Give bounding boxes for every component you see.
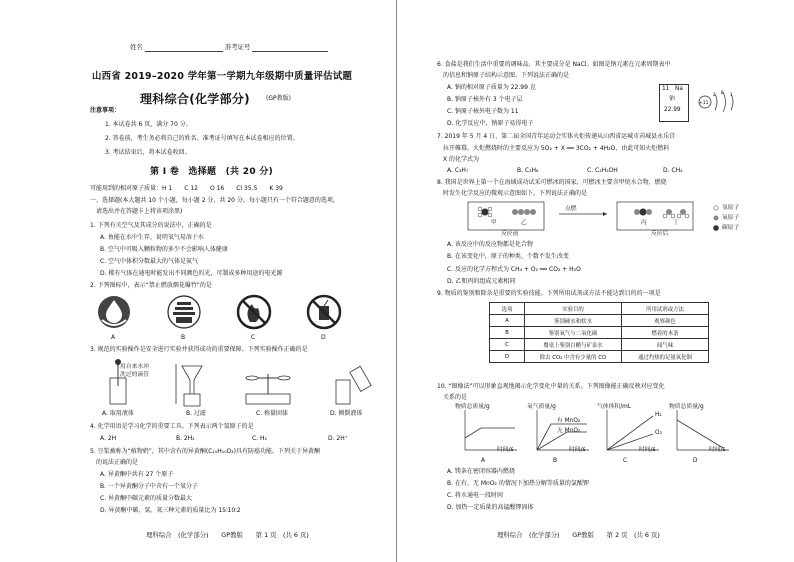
svg-text:2: 2 bbox=[713, 92, 716, 97]
q5-stem: 5. 豆浆被称为“植物奶”，其中含有的异黄酮(C₁₅H₁₀O₂)具有防癌功能。下列关于异黄酮 bbox=[90, 448, 320, 455]
subject-title: 理科综合(化学部分) bbox=[140, 92, 250, 106]
q5-stem-2: 的说法正确的是 bbox=[96, 459, 139, 466]
q8-legend-h: 氢原子 bbox=[722, 205, 740, 211]
q2-label-b: B bbox=[181, 334, 186, 341]
q7-option-c: C. C₂H₅OH bbox=[587, 167, 618, 174]
q10-c-note1: H₂ bbox=[655, 412, 662, 418]
svg-text:8: 8 bbox=[721, 90, 724, 95]
atomic-masses: 可能用到的相对原子质量：H 1 C 12 O 16 Cl 35.5 K 39 bbox=[90, 185, 283, 192]
q10-stem: 10. “图像法”可以形象直观地揭示化学变化中量的关系。下列图像能正确反映对应变化 bbox=[437, 383, 665, 390]
q6-stem: 6. 食盐是我们生活中重要的调味品，其主要成分是 NaCl。如图是钠元素在元素周期表中 bbox=[437, 61, 671, 68]
table-header-cell: 所用试剂或方法 bbox=[622, 303, 709, 315]
q5-option-b: B. 一个异黄酮分子中含有一个氧分子 bbox=[100, 483, 198, 490]
q9-stem: 9. 物质的鉴别和除杂是重要的实验技能。下列所用试剂或方法不能达到目的的一项是 bbox=[437, 290, 661, 297]
q6-option-b: B. 钠原子核外有 3 个电子层 bbox=[447, 96, 523, 103]
q10-option-b: B. 在有、无 MnO₂ 的情况下加热分解等质量的氯酸钾 bbox=[447, 480, 589, 487]
table-cell: B bbox=[490, 327, 525, 339]
na-name: 钠 bbox=[669, 96, 675, 102]
q9-table bbox=[489, 302, 709, 363]
balance-scale-icon bbox=[246, 374, 290, 404]
q7-option-b: B. C₃H₈ bbox=[517, 167, 539, 174]
q10-c-xlabel: 时间/s bbox=[639, 447, 656, 453]
filter-funnel-icon bbox=[176, 364, 202, 406]
na-atomic-number: 11 bbox=[662, 86, 670, 92]
q4-option-d: D. 2H⁺ bbox=[328, 435, 348, 442]
q10-option-c: C. 将水通电一段时间 bbox=[447, 492, 504, 499]
graph-c bbox=[607, 410, 659, 450]
table-header-cell: 选项 bbox=[490, 303, 525, 315]
q5-option-c: C. 异黄酮中碳元素的质量分数最大 bbox=[100, 495, 193, 502]
q7-stem: 7. 2019 年 5 月 4 日，第二届全国青年运动会实体火炬传递从山西省运城市芮城县永乐宫 bbox=[437, 133, 676, 140]
pagoda-sign-icon bbox=[168, 296, 200, 328]
q10-a-ylabel: 物质总质量/g bbox=[455, 404, 490, 410]
q3-stem: 3. 规范的实验操作是安全进行实验并获得成功的重要保障。下列实验操作正确的是 bbox=[90, 346, 308, 353]
table-cell: 鉴别硬水和软水 bbox=[525, 315, 622, 327]
table-cell: 鉴别氧气与二氧化碳 bbox=[525, 327, 622, 339]
exam-title: 山西省 2019–2020 学年第一学期九年级期中质量评估试题 bbox=[92, 71, 353, 82]
graph-a bbox=[465, 410, 517, 450]
table-cell: 餐桌上鉴别白醋与矿泉水 bbox=[525, 339, 622, 351]
q8-ignite: 点燃 bbox=[565, 206, 577, 212]
q8-legend-icons bbox=[711, 204, 721, 236]
oxygen-atom-icon bbox=[714, 216, 719, 221]
q2-stem: 2. 下列图标中，表示“禁止燃放烟花爆竹”的是 bbox=[90, 282, 212, 289]
q8-stem-2: 时发生化学反应的微观示意图如下。下列说法正确的是 bbox=[443, 190, 588, 197]
q8-option-c: C. 反应的化学方程式为 CH₄ + O₂ ══ CO₂ + H₂O bbox=[447, 266, 581, 273]
q5-option-d: D. 异黄酮中碳、氢、氧三种元素的质量比为 15∶10∶2 bbox=[100, 507, 241, 514]
table-row bbox=[490, 327, 709, 339]
na-mass: 22.99 bbox=[664, 107, 681, 113]
name-blank bbox=[145, 46, 223, 52]
q10-b-tag: B bbox=[553, 458, 557, 464]
name-label: 姓名 bbox=[130, 43, 143, 51]
table-cell: 闻气味 bbox=[622, 339, 709, 351]
ticket-label: 准考证号 bbox=[224, 43, 251, 51]
q6-option-a: A. 钠的相对原子质量为 22.99 克 bbox=[447, 84, 536, 91]
na-atom-structure-icon bbox=[693, 84, 753, 120]
q10-b-note1: 有 MnO₂ bbox=[557, 418, 581, 424]
table-cell: 观察颜色 bbox=[622, 315, 709, 327]
q10-a-xlabel: 时间/s bbox=[497, 447, 514, 453]
svg-text:1: 1 bbox=[730, 92, 733, 97]
q10-stem-2: 关系的是 bbox=[443, 394, 468, 401]
q6-option-d: D. 化学反应中，钠原子易得电子 bbox=[447, 120, 534, 127]
q8-mol-b: 乙 bbox=[521, 220, 527, 226]
part1-title: 第 Ⅰ 卷 选择题 (共 20 分) bbox=[150, 167, 274, 177]
page-2 bbox=[397, 0, 794, 562]
q10-d-tag: D bbox=[693, 458, 698, 464]
q8-mol-d: 丁 bbox=[673, 220, 679, 226]
q5-option-a: A. 异黄酮中共有 27 个原子 bbox=[100, 471, 174, 478]
q3-option-a: A. 取用液体 bbox=[102, 410, 134, 417]
q10-d-xlabel: 时间/s bbox=[709, 447, 726, 453]
q2-label-d: D bbox=[321, 334, 326, 341]
q2-label-a: A bbox=[111, 334, 116, 341]
q4-option-a: A. 2H bbox=[100, 435, 117, 442]
q10-c-note2: O₂ bbox=[655, 430, 662, 436]
ticket-blank bbox=[252, 46, 328, 52]
q3-option-b: B. 过滤 bbox=[186, 410, 206, 417]
q6-stem-2: 的信息和钠原子结构示意图。下列说法正确的是 bbox=[443, 72, 570, 79]
table-row bbox=[490, 351, 709, 363]
q10-a-tag: A bbox=[481, 458, 485, 464]
table-cell: 通过灼热的足量氧化铜 bbox=[622, 351, 709, 363]
q4-stem: 4. 化学用语是学习化学的重要工具。下列表示两个氢原子的是 bbox=[90, 423, 254, 430]
edition-label: (GP教版) bbox=[266, 95, 291, 102]
q8-option-a: A. 该反应中的反应物都是化合物 bbox=[447, 241, 533, 248]
q1-option-b: B. 空气中可吸入颗粒物的多少不会影响人体健康 bbox=[100, 246, 228, 253]
page-2-footer: 理科综合 (化学部分) GP教版 第 2 页 (共 6 页) bbox=[497, 531, 660, 539]
note-3: 3. 考试结束后，将本试卷收回。 bbox=[105, 149, 191, 156]
no-fire-sign-icon bbox=[238, 296, 270, 328]
note-1: 1. 本试卷共 6 页，满分 70 分。 bbox=[105, 121, 192, 128]
q3-option-c: C. 称量固体 bbox=[256, 410, 289, 417]
q10-b-ylabel: 氧气质量/g bbox=[527, 404, 556, 410]
q10-b-xlabel: 时间/s bbox=[569, 447, 586, 453]
q8-before-label: 反应前 bbox=[501, 231, 519, 237]
q10-d-ylabel: 物质总质量/g bbox=[669, 404, 704, 410]
table-row bbox=[490, 339, 709, 351]
q8-mol-c: 丙 bbox=[641, 220, 647, 226]
table-header-cell: 实验目的 bbox=[525, 303, 622, 315]
co2-molecule-icon bbox=[634, 209, 652, 216]
table-row bbox=[490, 315, 709, 327]
notes-title: 注意事项： bbox=[90, 107, 121, 114]
q3-option-d: D. 倾倒液体 bbox=[330, 410, 363, 417]
name-field bbox=[130, 44, 328, 52]
na-symbol: Na bbox=[675, 86, 683, 92]
element-card-na bbox=[659, 84, 689, 122]
q1-option-a: A. 鱼能在水中生存，说明氧气易溶于水 bbox=[100, 234, 204, 241]
q8-legend-o: 氧原子 bbox=[722, 215, 740, 221]
q10-b-note2: 无 MnO₂ bbox=[557, 428, 581, 434]
q10-c-tag: C bbox=[623, 458, 628, 464]
water-drop-sign-icon bbox=[98, 296, 130, 328]
q8-option-d: D. 乙和丙的组成元素相同 bbox=[447, 278, 516, 285]
q3-note-1: 用自来水冲 bbox=[120, 364, 149, 370]
q8-option-b: B. 在该变化中，原子的种类、个数不发生改变 bbox=[447, 253, 569, 260]
q10-option-d: D. 加热一定质量的高锰酸钾固体 bbox=[447, 504, 534, 511]
q8-legend-c: 碳原子 bbox=[722, 225, 740, 231]
q7-option-d: D. CH₄ bbox=[663, 167, 683, 174]
graph-d bbox=[677, 410, 729, 450]
svg-text:+11: +11 bbox=[699, 101, 709, 106]
table-cell: 燃着的木条 bbox=[622, 327, 709, 339]
pouring-liquid-icon bbox=[336, 366, 371, 404]
q1-stem: 1. 下列有关空气及其成分的说法中，正确的是 bbox=[90, 222, 212, 229]
section1-instructions: 一、选择题(本大题共 10 个小题，每小题 2 分，共 20 分。每小题只有一个符合题意的选项， bbox=[90, 197, 339, 204]
carbon-atom-icon bbox=[713, 225, 719, 231]
q3-note-2: 洗过的滴管 bbox=[120, 372, 149, 378]
table-cell: A bbox=[490, 315, 525, 327]
page-1-footer: 理科综合 (化学部分) GP教版 第 1 页 (共 6 页) bbox=[146, 531, 309, 539]
q7-stem-3: X 的化学式为 bbox=[443, 156, 480, 163]
q2-label-c: C bbox=[251, 334, 256, 341]
note-2: 2. 答卷前，考生务必将自己的姓名、准考证号填写在本试卷相应的位置。 bbox=[105, 135, 299, 142]
q10-option-a: A. 镁条在密闭容器内燃烧 bbox=[447, 468, 515, 475]
q4-option-b: B. 2H₂ bbox=[176, 435, 195, 442]
q1-option-d: D. 稀有气体在通电时能发出不同颜色的光，可制成多种用途的电光源 bbox=[100, 270, 283, 277]
q8-mol-a: 甲 bbox=[491, 220, 497, 226]
table-cell: C bbox=[490, 339, 525, 351]
q7-stem-2: 拉开帷幕。火炬燃烧时的主要反应为 5O₂ + X ══ 3CO₂ + 4H₂O，由此可知火炬燃料 bbox=[443, 145, 670, 152]
no-fireworks-sign-icon bbox=[308, 296, 340, 328]
q7-option-a: A. C₃H₇ bbox=[447, 167, 469, 174]
table-header-row bbox=[490, 303, 709, 315]
q8-stem: 8. 我国是世界上第一个在海域成功试采可燃冰的国家，可燃冰主要含甲烷水合物，燃烧 bbox=[437, 179, 667, 186]
q6-option-c: C. 钠原子核外电子数为 11 bbox=[447, 108, 519, 115]
q4-option-c: C. H₂ bbox=[252, 435, 267, 442]
q1-option-c: C. 空气中体积分数最大的气体是氮气 bbox=[100, 258, 199, 265]
q8-after-label: 反应后 bbox=[651, 231, 669, 237]
section1-instructions-2: 请选出并在答题卡上将该项涂黑) bbox=[96, 208, 183, 215]
q2-icons bbox=[92, 294, 392, 340]
table-cell: 除去 CO₂ 中含有少量的 CO bbox=[525, 351, 622, 363]
q10-c-ylabel: 气体体积/mL bbox=[597, 404, 632, 410]
hydrogen-atom-icon bbox=[714, 206, 718, 210]
table-cell: D bbox=[490, 351, 525, 363]
